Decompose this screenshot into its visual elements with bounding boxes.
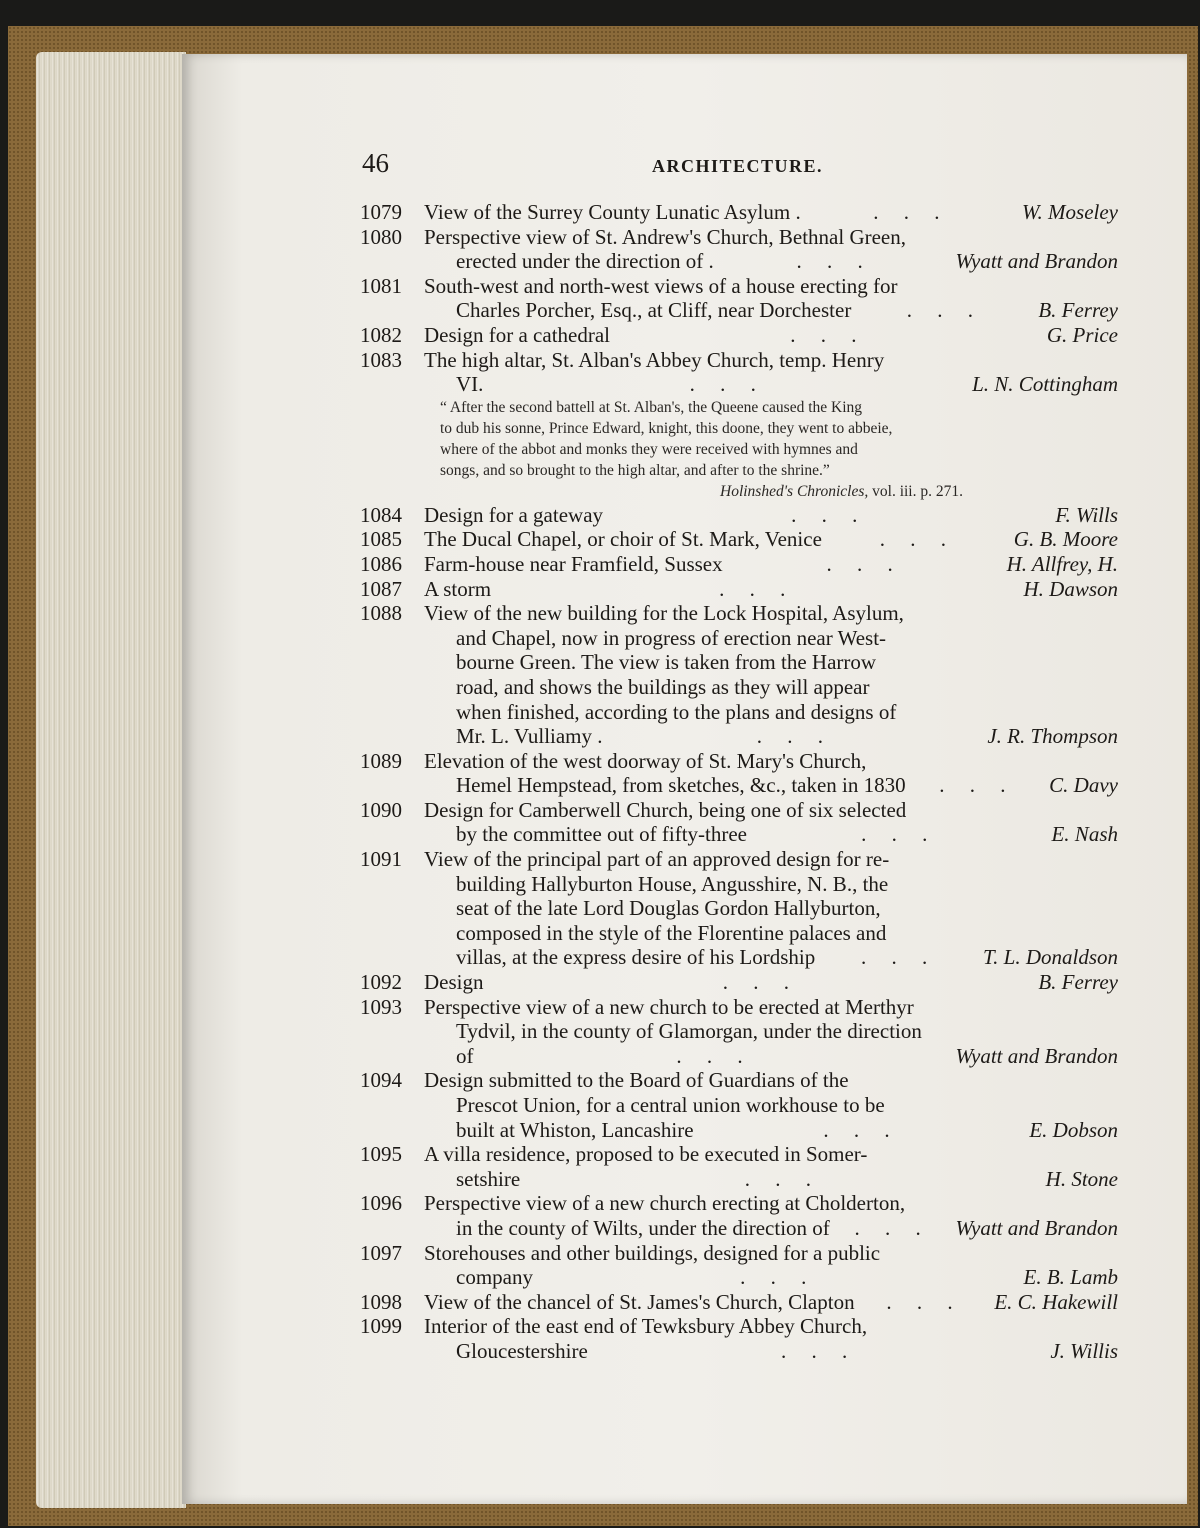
dot-leader: . . .: [719, 576, 796, 601]
catalogue-entry: [360, 995, 1120, 1069]
artist-name: L. N. Cottingham: [972, 372, 1118, 397]
dot-leader: . . .: [790, 322, 867, 347]
entry-line: [360, 1167, 1120, 1192]
artist-name: W. Moseley: [1021, 200, 1118, 224]
dot-leader: . . .: [796, 249, 873, 274]
entry-title-text: View of the Surrey County Lunatic Asylum .: [424, 200, 801, 224]
catalogue-entry: [360, 798, 1120, 847]
entry-number: 1094: [360, 1068, 402, 1093]
catalogue-entry: [360, 348, 1120, 503]
entry-line: [360, 577, 1120, 602]
entry-line: [360, 822, 1120, 847]
entry-title-text: by the committee out of fifty-three: [456, 822, 747, 847]
entry-line: [360, 274, 1120, 299]
entry-number: 1093: [360, 994, 402, 1019]
quotation-line: songs, and so brought to the high altar, and after to the shrine.”: [440, 461, 830, 479]
entry-title-text: Perspective view of a new church erecting at Cholderton,: [424, 1191, 906, 1216]
artist-name: B. Ferrey: [1038, 298, 1118, 323]
entry-title-text: The Ducal Chapel, or choir of St. Mark, Venice: [424, 527, 822, 552]
entry-number: 1079: [360, 200, 402, 224]
artist-name: T. L. Donaldson: [983, 945, 1118, 970]
entry-title-text: Design for a gateway: [424, 502, 604, 527]
entry-line: [360, 650, 1120, 675]
entry-title-text: A villa residence, proposed to be executed in Somer-: [424, 1142, 868, 1167]
dot-leader: . . .: [826, 551, 903, 576]
entry-line: [360, 601, 1120, 626]
entry-title-text: The high altar, St. Alban's Abbey Church, temp. Henry: [424, 347, 885, 372]
entry-title-text: in the county of Wilts, under the direction of: [456, 1215, 830, 1240]
dot-leader: . . .: [906, 298, 983, 323]
artist-name: Wyatt and Brandon: [955, 249, 1118, 274]
entry-title-text: View of the new building for the Lock Hospital, Asylum,: [424, 601, 904, 626]
entry-title-text: Elevation of the west doorway of St. Mary's Church,: [424, 748, 867, 773]
entry-line: [360, 503, 1120, 528]
dot-leader: . . .: [861, 822, 938, 847]
entry-number: 1085: [360, 527, 402, 552]
entry-number: 1099: [360, 1314, 402, 1339]
quotation-line: where of the abbot and monks they were received with hymnes and: [440, 440, 858, 458]
dot-leader: . . .: [744, 1166, 822, 1191]
entry-line: [360, 1118, 1120, 1143]
catalogue-entry: [360, 274, 1120, 323]
artist-name: Wyatt and Brandon: [955, 1215, 1118, 1240]
entry-title-text: Design submitted to the Board of Guardians of the: [424, 1068, 849, 1093]
entry-line: [360, 1044, 1120, 1069]
artist-name: J. R. Thompson: [987, 724, 1118, 749]
entry-number: 1089: [360, 748, 402, 773]
entry-title-text: Perspective view of a new church to be erected at Merthyr: [424, 994, 914, 1019]
catalogue-entry: [360, 1241, 1120, 1290]
entry-line: [360, 724, 1120, 749]
entry-title-text: View of the principal part of an approved design for re-: [424, 847, 890, 872]
entry-line: [360, 1265, 1120, 1290]
entry-title-text: Farm-house near Framfield, Sussex: [424, 551, 723, 576]
entry-number: 1096: [360, 1191, 402, 1216]
entry-title-text: Prescot Union, for a central union workhouse to be: [456, 1093, 885, 1117]
page-header: [362, 148, 1112, 182]
entry-line: [360, 798, 1120, 823]
entry-title-text: and Chapel, now in progress of erection near West-: [456, 625, 887, 650]
catalogue-entry: [360, 225, 1120, 274]
entry-title-text: setshire: [456, 1166, 521, 1191]
dot-leader: . . .: [861, 945, 938, 970]
entry-line: [360, 348, 1120, 373]
entry-line: [360, 1142, 1120, 1167]
catalogue-entry: [360, 552, 1120, 577]
source-title: Holinshed's Chronicles,: [720, 482, 869, 500]
entry-title-text: Tydvil, in the county of Glamorgan, under the direction: [456, 1019, 922, 1044]
dot-leader: . . .: [689, 372, 766, 397]
artist-name: Wyatt and Brandon: [955, 1043, 1118, 1068]
dot-leader: . . .: [791, 502, 868, 527]
dot-leader: . . .: [879, 527, 956, 552]
artist-name: G. Price: [1046, 322, 1118, 347]
entry-title-text: when finished, according to the plans and designs of: [456, 699, 897, 724]
entry-line: [360, 552, 1120, 577]
entry-title-text: composed in the style of the Florentine palaces and: [456, 920, 887, 945]
catalogue-entry: [360, 1314, 1120, 1363]
entry-line: [360, 945, 1120, 970]
entry-title-text: seat of the late Lord Douglas Gordon Hallyburton,: [456, 896, 881, 921]
entry-title-text: Charles Porcher, Esq., at Cliff, near Dorchester: [456, 298, 852, 323]
artist-name: C. Davy: [1049, 773, 1118, 798]
catalogue-entries: [360, 200, 1120, 1364]
artist-name: E. Nash: [1051, 822, 1118, 847]
artist-name: G. B. Moore: [1013, 527, 1118, 552]
entry-number: 1086: [360, 551, 402, 576]
artist-name: E. B. Lamb: [1023, 1265, 1118, 1290]
entry-line: [360, 372, 1120, 397]
entry-line: [360, 1093, 1120, 1118]
artist-name: B. Ferrey: [1038, 970, 1118, 995]
artist-name: E. C. Hakewill: [994, 1289, 1118, 1314]
catalogue-entry: [360, 749, 1120, 798]
entry-line: [360, 1216, 1120, 1241]
artist-name: E. Dobson: [1029, 1117, 1118, 1142]
entry-line: [360, 970, 1120, 995]
entry-line: [360, 749, 1120, 774]
artist-name: H. Dawson: [1023, 576, 1118, 601]
entry-line: [360, 995, 1120, 1020]
entry-line: [360, 896, 1120, 921]
catalogue-entry: [360, 970, 1120, 995]
catalogue-entry: [360, 1290, 1120, 1315]
entry-line: [360, 1314, 1120, 1339]
dot-leader: . . .: [939, 773, 1016, 798]
entry-line: [360, 773, 1120, 798]
entry-line: [360, 921, 1120, 946]
entry-line: [360, 200, 1120, 225]
entry-number: 1097: [360, 1240, 402, 1265]
entry-line: [360, 847, 1120, 872]
entry-number: 1090: [360, 797, 402, 822]
quotation-block: [360, 397, 1040, 503]
entry-number: 1092: [360, 970, 402, 995]
entry-title-text: Gloucestershire: [456, 1338, 588, 1363]
entry-line: [360, 249, 1120, 274]
catalogue-entry: [360, 503, 1120, 528]
dot-leader: . . .: [722, 970, 800, 995]
entry-number: 1088: [360, 601, 402, 626]
entry-line: [360, 626, 1120, 651]
entry-line: [360, 1290, 1120, 1315]
entry-title-text: South-west and north-west views of a house erecting for: [424, 273, 898, 298]
entry-number: 1095: [360, 1142, 402, 1167]
dot-leader: . . .: [756, 724, 834, 749]
entry-title-text: Design for a cathedral: [424, 322, 610, 347]
catalogue-entry: [360, 1191, 1120, 1240]
entry-line: [360, 323, 1120, 348]
entry-number: 1084: [360, 502, 402, 527]
dot-leader: . . .: [886, 1289, 963, 1314]
entry-title-text: villas, at the express desire of his Lordship: [456, 945, 816, 970]
entry-number: 1098: [360, 1289, 402, 1314]
catalogue-entry: [360, 323, 1120, 348]
entry-line: [360, 1339, 1120, 1364]
source-reference: vol. iii. p. 271.: [872, 482, 963, 500]
catalogue-entry: [360, 200, 1120, 225]
entry-line: [360, 1068, 1120, 1093]
entry-title-text: Design for Camberwell Church, being one of six selected: [424, 797, 907, 822]
entry-title-text: Storehouses and other buildings, designed for a public: [424, 1240, 881, 1265]
entry-title-text: of: [456, 1043, 474, 1068]
entry-number: 1081: [360, 273, 402, 298]
entry-line: [360, 1241, 1120, 1266]
entry-number: 1080: [360, 224, 402, 249]
entry-line: [360, 298, 1120, 323]
quotation-source: [440, 481, 1040, 503]
page-number: 46: [362, 148, 389, 178]
entry-title-text: road, and shows the buildings as they will appear: [456, 674, 870, 699]
entry-title-text: Mr. L. Vulliamy .: [456, 724, 603, 749]
entry-title-text: View of the chancel of St. James's Church, Clapton: [424, 1289, 855, 1314]
entry-title-text: Perspective view of St. Andrew's Church, Bethnal Green,: [424, 224, 907, 249]
dot-leader: . . .: [676, 1043, 753, 1068]
dot-leader: . . .: [780, 1338, 858, 1363]
entry-number: 1091: [360, 847, 402, 872]
artist-name: H. Allfrey, H.: [1006, 551, 1118, 576]
dot-leader: . . .: [823, 1117, 900, 1142]
catalogue-entry: [360, 577, 1120, 602]
entry-line: [360, 675, 1120, 700]
entry-line: [360, 225, 1120, 250]
entry-title-text: built at Whiston, Lancashire: [456, 1117, 694, 1142]
dot-leader: . . .: [873, 200, 950, 224]
entry-title-text: bourne Green. The view is taken from the Harrow: [456, 650, 877, 675]
entry-title-text: A storm: [424, 576, 492, 601]
quotation-line: “ After the second battell at St. Alban's, the Queene caused the King: [440, 398, 863, 416]
catalogue-entry: [360, 601, 1120, 749]
entry-title-text: VI.: [456, 372, 484, 397]
entry-title-text: company: [456, 1265, 533, 1290]
page-block-edge: [36, 52, 186, 1508]
entry-title-text: building Hallyburton House, Angusshire, N. B., the: [456, 871, 889, 896]
entry-line: [360, 527, 1120, 552]
quotation-line: to dub his sonne, Prince Edward, knight, this doone, they went to abbeie,: [440, 419, 893, 437]
entry-number: 1087: [360, 576, 402, 601]
entry-title-text: Interior of the east end of Tewksbury Abbey Church,: [424, 1314, 868, 1339]
entry-line: [360, 1019, 1120, 1044]
entry-number: 1083: [360, 347, 402, 372]
entry-title-text: Hemel Hempstead, from sketches, &c., taken in 1830: [456, 773, 906, 798]
artist-name: J. Willis: [1050, 1338, 1118, 1363]
catalogue-entry: [360, 847, 1120, 970]
catalogue-entry: [360, 1068, 1120, 1142]
catalogue-entry: [360, 1142, 1120, 1191]
dot-leader: . . .: [854, 1215, 931, 1240]
entry-title-text: Design: [424, 970, 484, 995]
entry-title-text: erected under the direction of .: [456, 249, 714, 274]
entry-line: [360, 700, 1120, 725]
artist-name: H. Stone: [1045, 1166, 1118, 1191]
artist-name: F. Wills: [1055, 502, 1118, 527]
entry-number: 1082: [360, 322, 402, 347]
dot-leader: . . .: [740, 1265, 817, 1290]
entry-line: [360, 1191, 1120, 1216]
catalogue-entry: [360, 527, 1120, 552]
running-head: ARCHITECTURE.: [652, 156, 824, 176]
entry-line: [360, 872, 1120, 897]
